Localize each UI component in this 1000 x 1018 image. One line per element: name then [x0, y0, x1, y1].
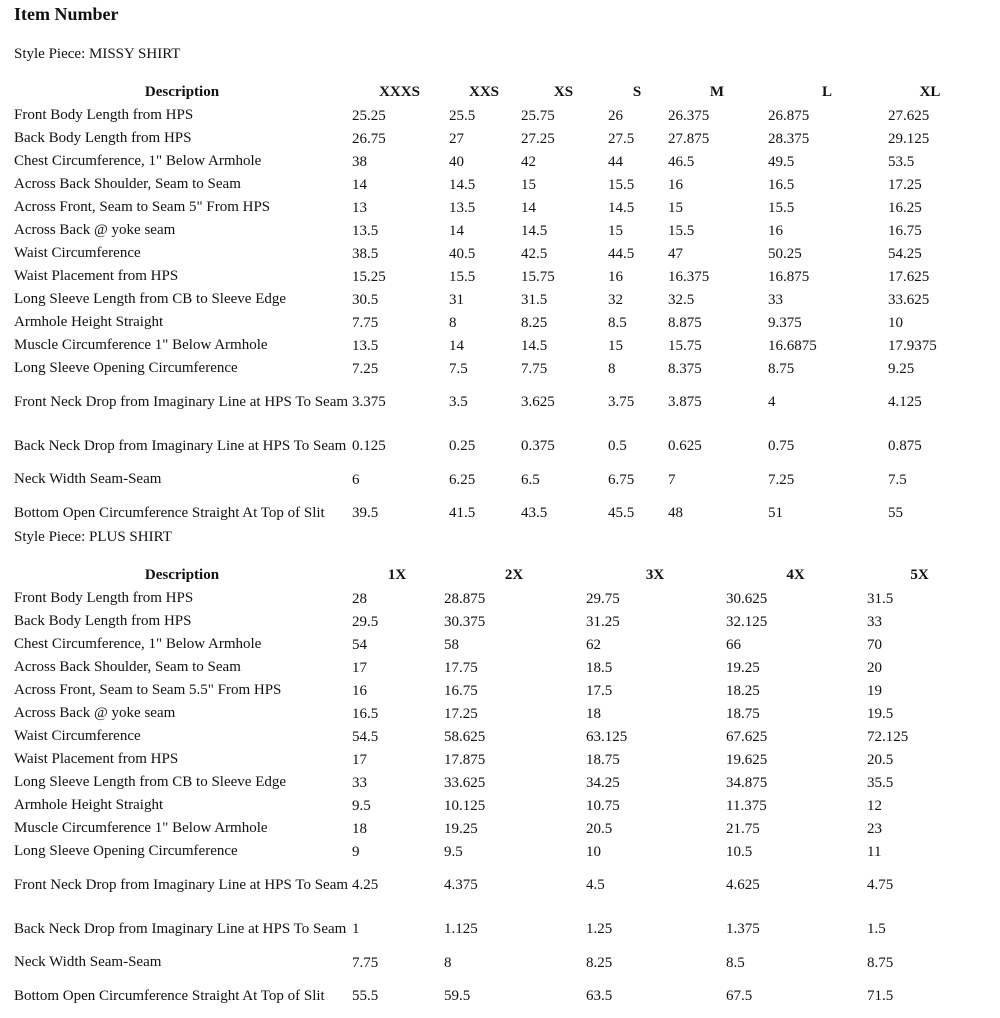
- measurement-description: Long Sleeve Opening Circumference: [14, 360, 238, 376]
- measurement-value: 62: [586, 636, 601, 653]
- measurement-value: 41.5: [449, 505, 476, 521]
- measurement-value: 16.875: [768, 268, 810, 285]
- missy-table-row: [12, 242, 972, 265]
- measurement-value: 17.9375: [888, 337, 937, 354]
- measurement-description: Bottom Open Circumference Straight At Top of Slit: [14, 504, 325, 521]
- measurement-value: 3.375: [352, 394, 386, 410]
- plus-table-row: [12, 587, 972, 610]
- measurement-value: 16: [768, 222, 783, 239]
- measurement-value: 19: [867, 682, 882, 699]
- measurement-value: 8: [444, 954, 452, 971]
- measurement-value: 9.25: [888, 360, 915, 377]
- measurement-value: 7.5: [888, 471, 907, 488]
- measurement-description: Muscle Circumference 1" Below Armhole: [14, 337, 268, 353]
- measurement-value: 12: [867, 797, 882, 814]
- measurement-value: 70: [867, 636, 882, 653]
- measurement-value: 34.25: [586, 774, 620, 791]
- plus-table-row: [12, 974, 972, 1018]
- measurement-value: 4.5: [586, 877, 605, 893]
- measurement-value: 72.125: [867, 728, 909, 745]
- measurement-value: 8.25: [521, 314, 548, 331]
- measurement-value: 38: [352, 153, 367, 170]
- measurement-value: 17: [352, 751, 367, 768]
- missy-size-header: XS: [553, 84, 574, 100]
- measurement-value: 67.625: [726, 728, 768, 745]
- measurement-value: 43.5: [521, 505, 548, 521]
- measurement-value: 1.375: [726, 921, 760, 937]
- measurement-value: 33: [768, 291, 783, 308]
- measurement-value: 16.75: [444, 682, 478, 699]
- measurement-value: 15.5: [449, 268, 476, 285]
- plus-size-header: 1X: [387, 567, 407, 583]
- measurement-value: 4.625: [726, 877, 760, 893]
- measurement-value: 3.5: [449, 394, 468, 410]
- measurement-value: 0.875: [888, 438, 922, 454]
- missy-table-row: [12, 311, 972, 334]
- measurement-value: 7.25: [768, 471, 795, 488]
- measurement-value: 8.375: [668, 360, 702, 377]
- measurement-value: 15.5: [608, 176, 635, 193]
- measurement-value: 15.5: [768, 199, 795, 216]
- measurement-value: 15: [521, 176, 536, 193]
- measurement-value: 45.5: [608, 505, 635, 521]
- measurement-value: 13: [352, 199, 367, 216]
- plus-table-row: [12, 702, 972, 725]
- measurement-value: 27.625: [888, 107, 930, 124]
- measurement-value: 19.5: [867, 705, 894, 722]
- measurement-value: 4.75: [867, 877, 894, 893]
- missy-size-header: S: [632, 84, 642, 100]
- missy-table-row: [12, 196, 972, 219]
- missy-table-row: [12, 357, 972, 380]
- measurement-value: 6.25: [449, 471, 476, 488]
- measurement-value: 33.625: [888, 291, 930, 308]
- measurement-value: 44: [608, 153, 623, 170]
- measurement-value: 29.125: [888, 130, 930, 147]
- measurement-description: Neck Width Seam-Seam: [14, 471, 162, 487]
- measurement-description: Back Body Length from HPS: [14, 130, 192, 146]
- measurement-value: 55: [888, 505, 903, 521]
- measurement-value: 50.25: [768, 245, 802, 262]
- measurement-value: 16.5: [768, 176, 795, 193]
- measurement-value: 16.375: [668, 268, 710, 285]
- missy-table-row: [12, 424, 972, 468]
- measurement-value: 26: [608, 107, 623, 124]
- measurement-value: 9.375: [768, 314, 802, 331]
- measurement-value: 10.75: [586, 797, 620, 814]
- measurement-value: 14.5: [521, 337, 548, 354]
- measurement-value: 38.5: [352, 245, 379, 262]
- measurement-value: 26.375: [668, 107, 710, 124]
- measurement-value: 42: [521, 153, 536, 170]
- measurement-value: 1: [352, 921, 360, 937]
- measurement-description: Waist Placement from HPS: [14, 268, 179, 284]
- measurement-description: Armhole Height Straight: [14, 314, 164, 330]
- plus-table-row: [12, 840, 972, 863]
- measurement-value: 9.5: [444, 843, 463, 860]
- measurement-value: 19.25: [726, 659, 760, 676]
- measurement-description: Waist Circumference: [14, 728, 141, 744]
- measurement-value: 39.5: [352, 505, 379, 521]
- measurement-value: 3.75: [608, 394, 635, 410]
- measurement-value: 8.25: [586, 954, 613, 971]
- measurement-description: Long Sleeve Length from CB to Sleeve Edge: [14, 291, 287, 307]
- measurement-description: Armhole Height Straight: [14, 797, 164, 813]
- measurement-value: 1.25: [586, 921, 613, 937]
- missy-table-row: [12, 173, 972, 196]
- measurement-value: 9.5: [352, 797, 371, 814]
- measurement-value: 40: [449, 153, 464, 170]
- measurement-value: 16.75: [888, 222, 922, 239]
- missy-table-row: [12, 104, 972, 127]
- measurement-value: 16: [352, 682, 367, 699]
- measurement-value: 33: [352, 774, 367, 791]
- measurement-value: 49.5: [768, 153, 795, 170]
- measurement-value: 28.875: [444, 590, 486, 607]
- measurement-value: 17.25: [888, 176, 922, 193]
- missy-table-row: [12, 219, 972, 242]
- plus-table-row: [12, 748, 972, 771]
- measurement-value: 16.5: [352, 705, 379, 722]
- measurement-value: 7: [668, 471, 676, 488]
- measurement-value: 7.25: [352, 360, 379, 377]
- measurement-value: 13.5: [352, 222, 379, 239]
- measurement-value: 14: [521, 199, 536, 216]
- measurement-value: 53.5: [888, 153, 915, 170]
- measurement-value: 29.75: [586, 590, 620, 607]
- measurement-value: 54.5: [352, 728, 379, 745]
- plus-table-row: [12, 679, 972, 702]
- measurement-value: 63.125: [586, 728, 628, 745]
- measurement-value: 15.75: [521, 268, 555, 285]
- measurement-value: 10: [888, 314, 903, 331]
- measurement-value: 1.5: [867, 921, 886, 937]
- measurement-description: Back Neck Drop from Imaginary Line at HPS To Seam: [14, 437, 347, 454]
- measurement-description: Waist Placement from HPS: [14, 751, 179, 767]
- page-title: Item Number: [14, 4, 119, 24]
- plus-table-row: [12, 951, 972, 974]
- measurement-value: 55.5: [352, 988, 379, 1004]
- measurement-value: 67.5: [726, 988, 753, 1004]
- measurement-value: 8.5: [726, 954, 745, 971]
- measurement-value: 17.625: [888, 268, 930, 285]
- measurement-value: 20.5: [586, 820, 613, 837]
- measurement-value: 0.5: [608, 438, 627, 454]
- measurement-value: 8.75: [867, 954, 894, 971]
- measurement-value: 6.75: [608, 471, 635, 488]
- plus-size-header: 4X: [786, 567, 805, 583]
- measurement-value: 0.625: [668, 438, 702, 454]
- missy-spec-table: [12, 81, 972, 535]
- measurement-value: 54.25: [888, 245, 922, 262]
- measurement-value: 7.75: [352, 314, 379, 331]
- missy-table-row: [12, 127, 972, 150]
- missy-size-header: XXS: [468, 84, 499, 100]
- missy-size-header: XXXS: [379, 84, 420, 100]
- plus-header-row: [12, 564, 972, 587]
- missy-style-piece-label: Style Piece: MISSY SHIRT: [14, 46, 181, 62]
- measurement-value: 33.625: [444, 774, 486, 791]
- measurement-description: Front Neck Drop from Imaginary Line at HPS To Seam: [14, 876, 349, 893]
- measurement-value: 23: [867, 820, 882, 837]
- measurement-value: 46.5: [668, 153, 695, 170]
- measurement-value: 35.5: [867, 774, 894, 791]
- measurement-description: Back Neck Drop from Imaginary Line at HPS To Seam: [14, 920, 347, 937]
- measurement-value: 14.5: [521, 222, 548, 239]
- measurement-description: Bottom Open Circumference Straight At Top of Slit: [14, 987, 325, 1004]
- measurement-value: 18.75: [586, 751, 620, 768]
- measurement-value: 6: [352, 471, 360, 488]
- measurement-value: 42.5: [521, 245, 548, 262]
- measurement-description: Front Body Length from HPS: [14, 107, 194, 123]
- measurement-value: 16: [608, 268, 623, 285]
- missy-size-header: XL: [919, 84, 941, 100]
- measurement-value: 8.5: [608, 314, 627, 331]
- measurement-value: 16.25: [888, 199, 922, 216]
- measurement-value: 17.75: [444, 659, 478, 676]
- measurement-value: 20.5: [867, 751, 894, 768]
- measurement-value: 21.75: [726, 820, 760, 837]
- measurement-value: 31.25: [586, 613, 620, 630]
- measurement-value: 6.5: [521, 471, 540, 488]
- measurement-value: 28.375: [768, 130, 810, 147]
- plus-table-row: [12, 610, 972, 633]
- missy-description-header: Description: [144, 84, 220, 100]
- plus-size-header: 5X: [910, 567, 929, 583]
- measurement-value: 32.125: [726, 613, 768, 630]
- measurement-value: 15.75: [668, 337, 702, 354]
- plus-table-row: [12, 656, 972, 679]
- measurement-description: Neck Width Seam-Seam: [14, 954, 162, 970]
- measurement-description: Across Back Shoulder, Seam to Seam: [14, 176, 241, 192]
- measurement-value: 48: [668, 505, 683, 521]
- missy-table-row: [12, 265, 972, 288]
- measurement-value: 15.5: [668, 222, 695, 239]
- measurement-value: 17: [352, 659, 367, 676]
- measurement-description: Chest Circumference, 1" Below Armhole: [14, 636, 262, 652]
- measurement-value: 9: [352, 843, 360, 860]
- measurement-value: 11: [867, 843, 882, 860]
- measurement-value: 0.375: [521, 438, 555, 454]
- measurement-value: 25.5: [449, 107, 476, 124]
- measurement-value: 58.625: [444, 728, 486, 745]
- measurement-value: 30.625: [726, 590, 768, 607]
- measurement-value: 3.625: [521, 394, 555, 410]
- measurement-value: 27.875: [668, 130, 710, 147]
- measurement-value: 17.5: [586, 682, 613, 699]
- measurement-value: 10.125: [444, 797, 486, 814]
- measurement-value: 59.5: [444, 988, 471, 1004]
- measurement-description: Muscle Circumference 1" Below Armhole: [14, 820, 268, 836]
- measurement-description: Long Sleeve Length from CB to Sleeve Edge: [14, 774, 287, 790]
- measurement-value: 32.5: [668, 291, 695, 308]
- measurement-value: 4: [768, 394, 776, 410]
- missy-size-header: M: [709, 84, 725, 100]
- measurement-value: 3.875: [668, 394, 702, 410]
- measurement-value: 7.75: [352, 954, 379, 971]
- measurement-value: 27.5: [608, 130, 635, 147]
- measurement-value: 71.5: [867, 988, 894, 1004]
- measurement-value: 32: [608, 291, 623, 308]
- measurement-value: 25.25: [352, 107, 386, 124]
- measurement-value: 0.75: [768, 438, 795, 454]
- measurement-description: Front Neck Drop from Imaginary Line at HPS To Seam: [14, 393, 349, 410]
- measurement-value: 31: [449, 291, 464, 308]
- measurement-value: 18: [352, 820, 367, 837]
- measurement-value: 15: [608, 222, 623, 239]
- measurement-description: Front Body Length from HPS: [14, 590, 194, 606]
- plus-style-piece-label: Style Piece: PLUS SHIRT: [14, 529, 172, 545]
- plus-table-row: [12, 863, 972, 907]
- measurement-value: 30.5: [352, 291, 379, 308]
- measurement-value: 18: [586, 705, 601, 722]
- measurement-description: Chest Circumference, 1" Below Armhole: [14, 153, 262, 169]
- measurement-value: 51: [768, 505, 783, 521]
- measurement-value: 14.5: [449, 176, 476, 193]
- measurement-value: 14.5: [608, 199, 635, 216]
- measurement-value: 0.25: [449, 438, 476, 454]
- measurement-value: 47: [668, 245, 683, 262]
- measurement-value: 66: [726, 636, 741, 653]
- measurement-description: Across Back @ yoke seam: [14, 705, 176, 721]
- measurement-value: 11.375: [726, 797, 767, 814]
- missy-size-header: L: [821, 84, 832, 100]
- measurement-value: 8.875: [668, 314, 702, 331]
- measurement-value: 27.25: [521, 130, 555, 147]
- measurement-value: 29.5: [352, 613, 379, 630]
- plus-table-row: [12, 633, 972, 656]
- measurement-value: 14: [352, 176, 367, 193]
- measurement-value: 25.75: [521, 107, 555, 124]
- plus-size-header: 2X: [504, 567, 524, 583]
- plus-size-header: 3X: [645, 567, 665, 583]
- measurement-value: 44.5: [608, 245, 635, 262]
- plus-description-header: Description: [144, 567, 220, 583]
- measurement-value: 18.75: [726, 705, 760, 722]
- measurement-value: 7.75: [521, 360, 548, 377]
- measurement-value: 18.5: [586, 659, 613, 676]
- measurement-value: 58: [444, 636, 459, 653]
- measurement-value: 17.875: [444, 751, 486, 768]
- measurement-value: 18.25: [726, 682, 760, 699]
- measurement-value: 4.375: [444, 877, 478, 893]
- measurement-value: 8.75: [768, 360, 795, 377]
- measurement-description: Across Back Shoulder, Seam to Seam: [14, 659, 241, 675]
- measurement-description: Waist Circumference: [14, 245, 141, 261]
- measurement-value: 63.5: [586, 988, 613, 1004]
- measurement-value: 15: [608, 337, 623, 354]
- measurement-value: 26.75: [352, 130, 386, 147]
- missy-table-row: [12, 334, 972, 357]
- measurement-value: 54: [352, 636, 367, 653]
- measurement-value: 8: [449, 314, 457, 331]
- measurement-description: Long Sleeve Opening Circumference: [14, 843, 238, 859]
- plus-table-row: [12, 817, 972, 840]
- measurement-value: 31.5: [521, 291, 548, 308]
- measurement-value: 16: [668, 176, 683, 193]
- measurement-value: 33: [867, 613, 882, 630]
- plus-table-row: [12, 725, 972, 748]
- plus-spec-table: [12, 564, 972, 1018]
- measurement-value: 1.125: [444, 921, 478, 937]
- plus-table-row: [12, 907, 972, 951]
- measurement-value: 15.25: [352, 268, 386, 285]
- measurement-value: 14: [449, 337, 464, 354]
- measurement-value: 10.5: [726, 843, 753, 860]
- measurement-value: 15: [668, 199, 683, 216]
- measurement-value: 19.625: [726, 751, 768, 768]
- measurement-value: 13.5: [449, 199, 476, 216]
- measurement-value: 4.125: [888, 394, 922, 410]
- measurement-value: 13.5: [352, 337, 379, 354]
- measurement-description: Across Front, Seam to Seam 5" From HPS: [14, 199, 271, 215]
- measurement-value: 31.5: [867, 590, 894, 607]
- missy-table-row: [12, 150, 972, 173]
- missy-header-row: [12, 81, 972, 104]
- measurement-description: Back Body Length from HPS: [14, 613, 192, 629]
- measurement-value: 17.25: [444, 705, 478, 722]
- measurement-value: 20: [867, 659, 882, 676]
- measurement-value: 14: [449, 222, 464, 239]
- measurement-value: 28: [352, 590, 367, 607]
- measurement-description: Across Front, Seam to Seam 5.5" From HPS: [14, 682, 282, 698]
- missy-table-row: [12, 288, 972, 311]
- measurement-value: 10: [586, 843, 601, 860]
- measurement-value: 19.25: [444, 820, 478, 837]
- missy-table-row: [12, 380, 972, 424]
- measurement-value: 8: [608, 360, 616, 377]
- measurement-value: 30.375: [444, 613, 486, 630]
- measurement-value: 0.125: [352, 438, 386, 454]
- plus-table-row: [12, 771, 972, 794]
- measurement-value: 27: [449, 130, 464, 147]
- measurement-description: Across Back @ yoke seam: [14, 222, 176, 238]
- measurement-value: 26.875: [768, 107, 810, 124]
- measurement-value: 40.5: [449, 245, 476, 262]
- measurement-value: 16.6875: [768, 337, 817, 354]
- plus-table-row: [12, 794, 972, 817]
- measurement-value: 7.5: [449, 360, 468, 377]
- measurement-value: 4.25: [352, 877, 379, 893]
- measurement-value: 34.875: [726, 774, 768, 791]
- missy-table-row: [12, 468, 972, 491]
